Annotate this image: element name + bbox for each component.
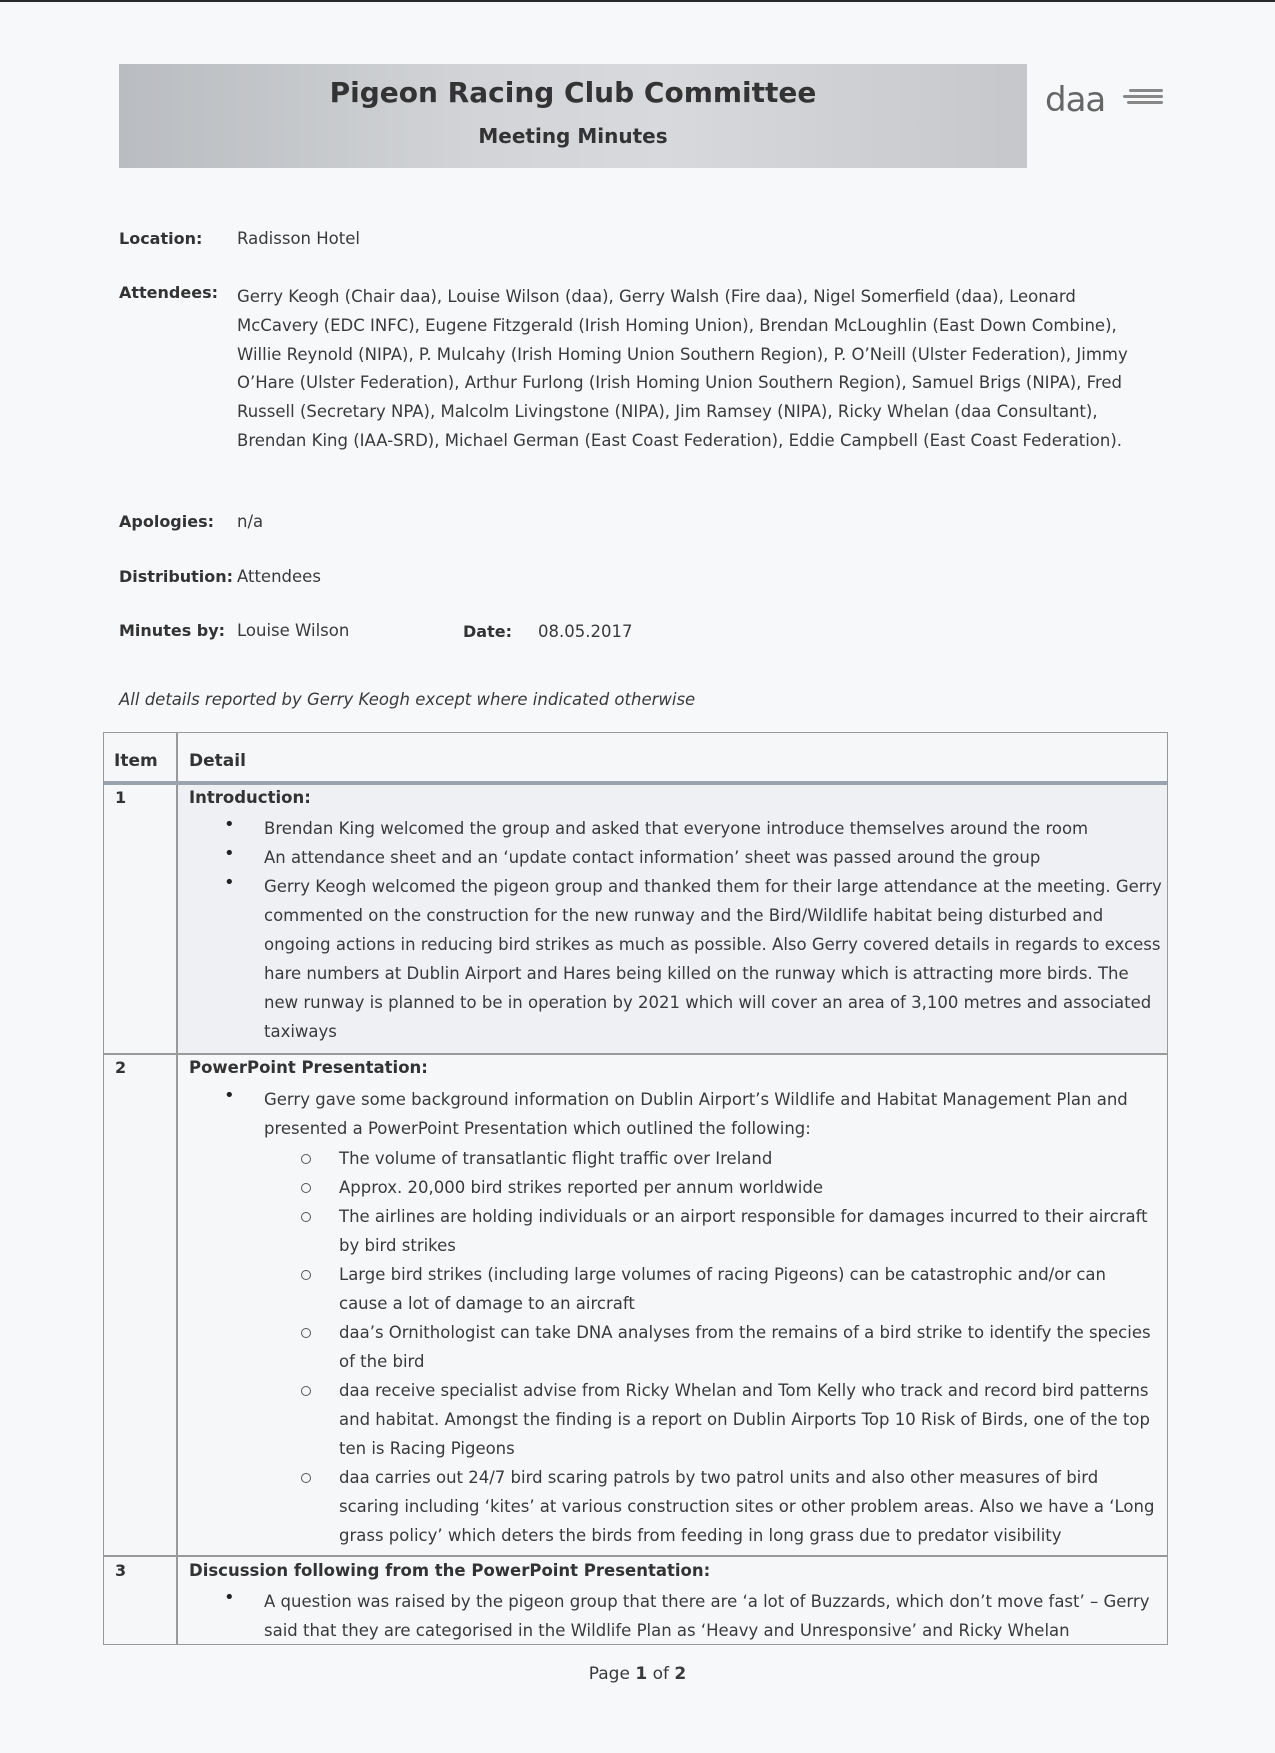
- bullet-icon: •: [224, 1587, 235, 1608]
- section-title-discussion: Discussion following from the PowerPoint Presentation:: [189, 1561, 711, 1580]
- sub-bullet-icon: [301, 1212, 311, 1222]
- section-title-powerpoint: PowerPoint Presentation:: [189, 1058, 428, 1077]
- powerpoint-sub-bullet-4: Large bird strikes (including large volumes of racing Pigeons) can be catastrophic and/or can cause a lot of damage to an aircraft: [339, 1265, 1106, 1313]
- bullet-icon: •: [224, 814, 235, 835]
- bullet-icon: •: [224, 843, 235, 864]
- distribution-label: Distribution:: [119, 567, 234, 586]
- logo-text: daa: [1045, 80, 1106, 120]
- intro-bullet-2: An attendance sheet and an ‘update contact information’ sheet was passed around the group: [264, 848, 1041, 867]
- sub-bullet-icon: [301, 1270, 311, 1280]
- discussion-bullet-1: A question was raised by the pigeon group that there are ‘a lot of Buzzards, which don’t move fast’ – Gerry said that they are categorised in the Wildlife Plan as ‘Heavy and Unresponsive’ and Ricky Whelan: [264, 1592, 1150, 1640]
- powerpoint-sub-bullet-1: The volume of transatlantic flight traffic over Ireland: [339, 1149, 773, 1168]
- page-of: of: [647, 1664, 675, 1684]
- sub-bullet-icon: [301, 1386, 311, 1396]
- page-prefix: Page: [588, 1664, 636, 1684]
- date-value: 08.05.2017: [538, 622, 633, 641]
- header-divider: [104, 781, 1167, 785]
- bullet-icon: •: [224, 1085, 235, 1106]
- location-label: Location:: [119, 229, 203, 248]
- minutes-table: [103, 732, 1168, 1645]
- item-number-1: 1: [115, 788, 127, 807]
- row-divider: [104, 1053, 1167, 1055]
- sub-bullet-icon: [301, 1328, 311, 1338]
- powerpoint-sub-bullet-7: daa carries out 24/7 bird scaring patrols by two patrol units and also other measures of bird scaring including ‘kites’ at various construction sites or other problem areas. Also we have a ‘Long grass policy’ which deters the birds from feeding in long grass due to predator visibility: [339, 1468, 1155, 1545]
- minutes-by-label: Minutes by:: [119, 621, 226, 640]
- header-banner: [119, 64, 1027, 168]
- document-subtitle: Meeting Minutes: [478, 124, 668, 148]
- column-divider: [176, 733, 178, 1644]
- page-number: [0, 1664, 1275, 1684]
- header-item: Item: [114, 751, 158, 771]
- daa-logo: [1045, 80, 1185, 130]
- attendees-label: Attendees:: [119, 283, 218, 302]
- logo-lines-icon: [1123, 89, 1163, 111]
- powerpoint-sub-bullet-6: daa receive specialist advise from Ricky Whelan and Tom Kelly who track and record bird patterns and habitat. Amongst the finding is a report on Dublin Airports Top 10 Risk of Birds, one of the top ten is Racing Pigeons: [339, 1381, 1150, 1458]
- powerpoint-sub-bullet-2: Approx. 20,000 bird strikes reported per annum worldwide: [339, 1178, 823, 1197]
- item-number-2: 2: [115, 1058, 127, 1077]
- apologies-value: n/a: [237, 512, 264, 531]
- document-title: Pigeon Racing Club Committee: [329, 76, 817, 109]
- section-title-introduction: Introduction:: [189, 788, 311, 807]
- distribution-value: Attendees: [237, 567, 321, 586]
- item-number-3: 3: [115, 1561, 127, 1580]
- sub-bullet-icon: [301, 1154, 311, 1164]
- bullet-icon: •: [224, 872, 235, 893]
- date-label: Date:: [463, 622, 512, 641]
- page-top-edge: [0, 0, 1275, 2]
- page-total: 2: [674, 1664, 687, 1684]
- minutes-by-value: Louise Wilson: [237, 621, 350, 640]
- reporting-note: All details reported by Gerry Keogh except where indicated otherwise: [119, 690, 696, 709]
- sub-bullet-icon: [301, 1473, 311, 1483]
- powerpoint-sub-bullet-5: daa’s Ornithologist can take DNA analyses from the remains of a bird strike to identify the species of the bird: [339, 1323, 1151, 1371]
- page-current: 1: [635, 1664, 648, 1684]
- location-value: Radisson Hotel: [237, 229, 360, 248]
- row-divider: [104, 1555, 1167, 1557]
- intro-bullet-3: Gerry Keogh welcomed the pigeon group and thanked them for their large attendance at the meeting. Gerry commented on the construction for the new runway and the Bird/Wildlife habitat being disturbed and ongoing actions in reducing bird strikes as much as possible. Also Gerry covered details in regards to excess hare numbers at Dublin Airport and Hares being killed on the runway which is attracting more birds. The new runway is planned to be in operation by 2021 which will cover an area of 3,100 metres and associated taxiways: [264, 877, 1162, 1041]
- sub-bullet-icon: [301, 1183, 311, 1193]
- intro-bullet-1: Brendan King welcomed the group and asked that everyone introduce themselves around the room: [264, 819, 1089, 838]
- attendees-value: Gerry Keogh (Chair daa), Louise Wilson (daa), Gerry Walsh (Fire daa), Nigel Somerfield (daa), Leonard McCavery (EDC INFC), Eugene Fitzgerald (Irish Homing Union), Brendan McLoughlin (East Down Combine), Willie Reynold (NIPA), P. Mulcahy (Irish Homing Union Southern Region), P. O’Neill (Ulster Federation), Jimmy O’Hare (Ulster Federation), Arthur Furlong (Irish Homing Union Southern Region), Samuel Brigs (NIPA), Fred Russell (Secretary NPA), Malcolm Livingstone (NIPA), Jim Ramsey (NIPA), Ricky Whelan (daa Consultant), Brendan King (IAA-SRD), Michael German (East Coast Federation), Eddie Campbell (East Coast Federation).: [237, 287, 1128, 450]
- powerpoint-bullet-1: Gerry gave some background information on Dublin Airport’s Wildlife and Habitat Management Plan and presented a PowerPoint Presentation which outlined the following:: [264, 1090, 1128, 1138]
- header-detail: Detail: [189, 751, 246, 771]
- powerpoint-sub-bullet-3: The airlines are holding individuals or an airport responsible for damages incurred to their aircraft by bird strikes: [339, 1207, 1148, 1255]
- apologies-label: Apologies:: [119, 512, 215, 531]
